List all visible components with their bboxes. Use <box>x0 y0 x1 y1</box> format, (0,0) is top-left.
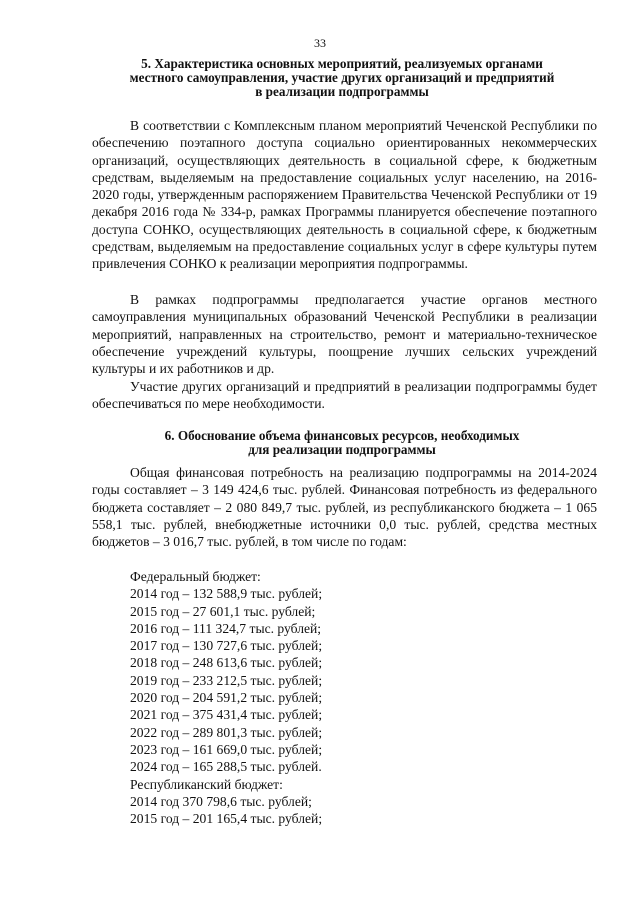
budget-list-item: 2014 год – 132 588,9 тыс. рублей; <box>130 586 323 602</box>
section-5-title-line: 5. Характеристика основных мероприятий, реализуемых органами <box>141 56 543 71</box>
budget-list-item: Федеральный бюджет: <box>130 569 261 584</box>
budget-list-item: 2014 год 370 798,6 тыс. рублей; <box>130 793 312 809</box>
budget-list-item: 2018 год – 248 613,6 тыс. рублей; <box>130 655 323 671</box>
page-number: 33 <box>314 36 326 50</box>
budget-list-item: 2020 год – 204 591,2 тыс. рублей; <box>130 690 323 706</box>
budget-list-item: 2015 год – 27 601,1 тыс. рублей; <box>130 603 316 619</box>
section-6-paragraph: Общая финансовая потребность на реализацию подпрограммы на 2014-2024 годы составляет – 3 149 424,6 тыс. рублей. Финансовая потребность из федерального бюджета составляет – 2 080 849,7 тыс. рублей, из республиканского бюджета – 1 065 558,1 тыс. рублей, внебюджетные источники 0,0 тыс. рублей, средства местных бюджетов – 3 016,7 тыс. рублей, в том числе по годам: <box>92 465 597 550</box>
section-5-title-line: в реализации подпрограммы <box>255 84 429 99</box>
section-5-paragraph: Участие других организаций и предприятий в реализации подпрограммы будет обеспечиваться по мере необходимости. <box>92 379 597 412</box>
budget-list-item: 2019 год – 233 212,5 тыс. рублей; <box>130 672 323 688</box>
section-5-title <box>88 57 596 99</box>
budget-list-item: 2021 год – 375 431,4 тыс. рублей; <box>130 707 323 723</box>
budget-list-item: 2016 год – 111 324,7 тыс. рублей; <box>130 620 322 636</box>
budget-list-item: 2022 год – 289 801,3 тыс. рублей; <box>130 724 323 740</box>
budget-list <box>130 568 322 827</box>
section-5-paragraph: В рамках подпрограммы предполагается участие органов местного самоуправления муниципальных образований Чеченской Республики в реализации мероприятий, направленных на строительство, ремонт и материально-техническое обеспечение учреждений культуры, поощрение лучших сельских учреждений культуры и их работников и др. <box>92 292 597 377</box>
section-5-paragraph: В соответствии с Комплексным планом мероприятий Чеченской Республики по обеспечению поэтапного доступа социально ориентированных некоммерческих организаций, осуществляющих деятельность в социальной сфере, к бюджетным средствам, выделяемым на предоставление социальных услуг населению, на 2016-2020 годы, утвержденным распоряжением Правительства Чеченской Республики от 19 декабря 2016 года № 334-р, рамках Программы планируется обеспечение поэтапного доступа СОНКО, осуществляющих деятельность в социальной сфере, к бюджетным средствам, выделяемым на предоставление социальных услуг в сфере культуры путем привлечения СОНКО к реализации мероприятия подпрограммы. <box>92 118 597 272</box>
section-5-title-line: местного самоуправления, участие других организаций и предприятий <box>129 70 555 85</box>
budget-list-item: 2015 год – 201 165,4 тыс. рублей; <box>130 811 323 827</box>
budget-list-item: Республиканский бюджет: <box>130 776 283 792</box>
section-6-title-line: для реализации подпрограммы <box>248 442 436 457</box>
budget-list-item: 2017 год – 130 727,6 тыс. рублей; <box>130 638 323 654</box>
budget-list-item: 2024 год – 165 288,5 тыс. рублей. <box>130 759 322 775</box>
budget-list-item: 2023 год – 161 669,0 тыс. рублей; <box>130 741 323 757</box>
section-6-title-line: 6. Обоснование объема финансовых ресурсов, необходимых <box>164 428 520 443</box>
section-6-title <box>88 429 596 457</box>
